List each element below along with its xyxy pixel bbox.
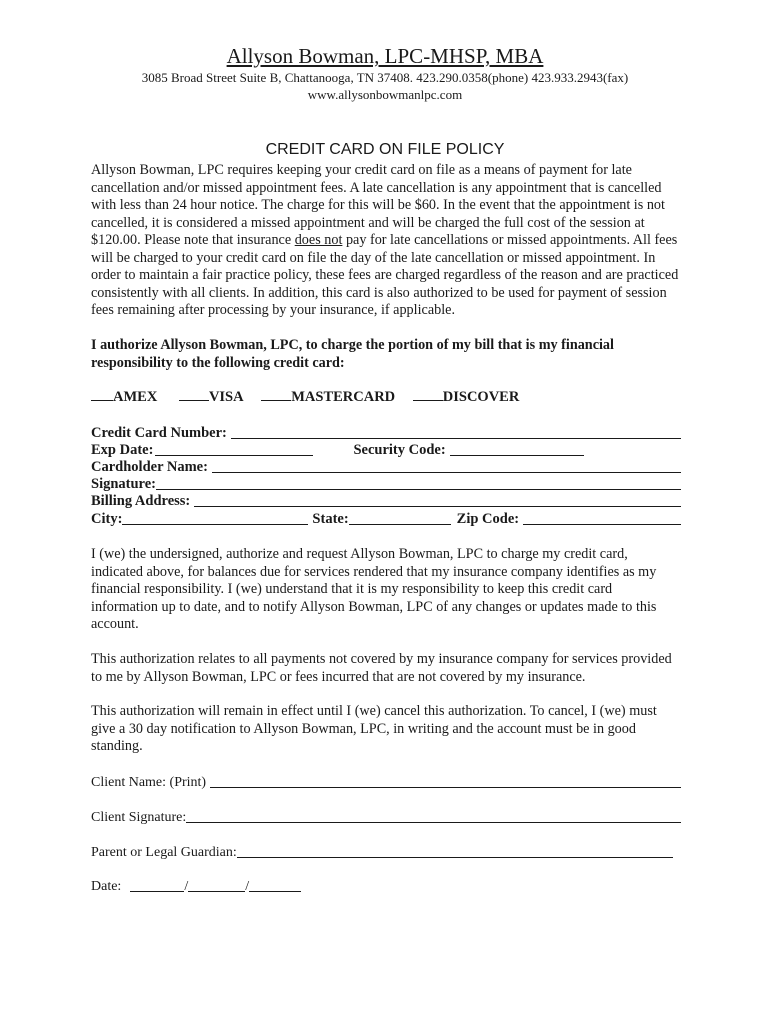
client-signature-field[interactable] <box>186 808 681 823</box>
security-code-label: Security Code: <box>353 442 446 458</box>
mastercard-blank[interactable] <box>261 388 291 401</box>
cardholder-name-label: Cardholder Name: <box>91 459 208 475</box>
policy-text-1: Allyson Bowman, LPC requires keeping your credit card on file as a means of payment for late cancellation and/or missed appointment fees. A late cancellation is any appointment that is cancelled with less than 24 hour notice. The charge for this will be $60. In the event that the appointment is not cancelled, it is considered a missed appointment and will be charged the full cost of the session at $120.00. Please note that insurance <box>91 162 665 248</box>
zip-field[interactable] <box>523 510 681 525</box>
state-label: State: <box>312 511 349 527</box>
city-label: City: <box>91 511 123 527</box>
policy-text-2: pay for late cancellations or missed appointments. All fees will be charged to your credit card on file the day of the late cancellation or missed appointment. In order to maintain a fair practice policy, these fees are charged regardless of the reason and are practiced consistently with all clients. In addition, this card is also authorized to be used for payment of session fees remaining after processing by your insurance, if applicable. <box>91 232 679 318</box>
signature-row <box>91 475 681 493</box>
city-field[interactable] <box>122 510 308 525</box>
practice-address: 3085 Broad Street Suite B, Chattanooga, TN 37408. 423.290.0358(phone) 423.933.2943(fax) <box>141 70 629 85</box>
billing-address-field[interactable] <box>194 492 681 507</box>
signature-field[interactable] <box>156 475 681 490</box>
card-type-options <box>91 388 681 406</box>
card-number-field[interactable] <box>231 424 681 439</box>
guardian-field[interactable] <box>237 843 673 858</box>
date-day-field[interactable] <box>188 877 245 892</box>
date-row <box>91 877 681 895</box>
undersigned-paragraph: I (we) the undersigned, authorize and request Allyson Bowman, LPC to charge my credit card, indicated above, for balances due for services rendered that my insurance company identifies as my financial responsibility. I (we) understand that it is my responsibility to keep this credit card information up to date, and to notify Allyson Bowman, LPC of any changes or updates made to this account. <box>91 546 657 632</box>
date-year-field[interactable] <box>249 877 301 892</box>
client-signature-row <box>91 808 681 826</box>
date-separator: / <box>245 879 250 894</box>
discover-blank[interactable] <box>413 388 443 401</box>
signature-label: Signature: <box>91 476 156 492</box>
cardholder-row <box>91 458 681 476</box>
practice-name: Allyson Bowman, LPC-MHSP, MBA <box>226 44 544 68</box>
policy-paragraph <box>91 162 681 320</box>
guardian-label: Parent or Legal Guardian: <box>91 845 237 860</box>
client-name-row <box>91 773 681 791</box>
exp-date-field[interactable] <box>155 441 313 456</box>
card-option-mastercard[interactable]: MASTERCARD <box>261 388 395 406</box>
relates-paragraph: This authorization relates to all payments not covered by my insurance company for services provided to me by Allyson Bowman, LPC or fees incurred that are not covered by my insurance. <box>91 651 672 685</box>
state-field[interactable] <box>349 510 451 525</box>
cardholder-name-field[interactable] <box>212 458 681 473</box>
city-state-zip-row <box>91 510 681 528</box>
client-name-field[interactable] <box>210 773 681 788</box>
billing-address-row <box>91 492 681 510</box>
client-name-label: Client Name: (Print) <box>91 775 207 790</box>
card-number-row <box>91 424 681 442</box>
date-separator: / <box>184 879 189 894</box>
exp-security-row <box>91 441 681 459</box>
card-option-visa[interactable]: VISA <box>179 388 244 406</box>
date-label: Date: <box>91 879 122 894</box>
security-code-field[interactable] <box>450 441 584 456</box>
card-option-discover[interactable]: DISCOVER <box>413 388 520 406</box>
document-title: CREDIT CARD ON FILE POLICY <box>265 141 505 158</box>
remain-paragraph: This authorization will remain in effect until I (we) cancel this authorization. To cancel, I (we) must give a 30 day notification to Allyson Bowman, LPC, in writing and the account must be in good standing. <box>91 703 657 754</box>
authorize-statement: I authorize Allyson Bowman, LPC, to charge the portion of my bill that is my financial responsibility to the following credit card: <box>91 337 614 371</box>
date-month-field[interactable] <box>130 877 184 892</box>
exp-date-label: Exp Date: <box>91 442 154 458</box>
card-number-label: Credit Card Number: <box>91 425 227 441</box>
visa-blank[interactable] <box>179 388 209 401</box>
guardian-row <box>91 843 681 861</box>
billing-address-label: Billing Address: <box>91 493 191 509</box>
zip-label: Zip Code: <box>456 511 520 527</box>
card-option-amex[interactable]: AMEX <box>91 388 157 406</box>
amex-blank[interactable] <box>91 388 113 401</box>
practice-website: www.allysonbowmanlpc.com <box>307 87 463 102</box>
policy-emphasis: does not <box>294 232 343 248</box>
client-signature-label: Client Signature: <box>91 810 187 825</box>
